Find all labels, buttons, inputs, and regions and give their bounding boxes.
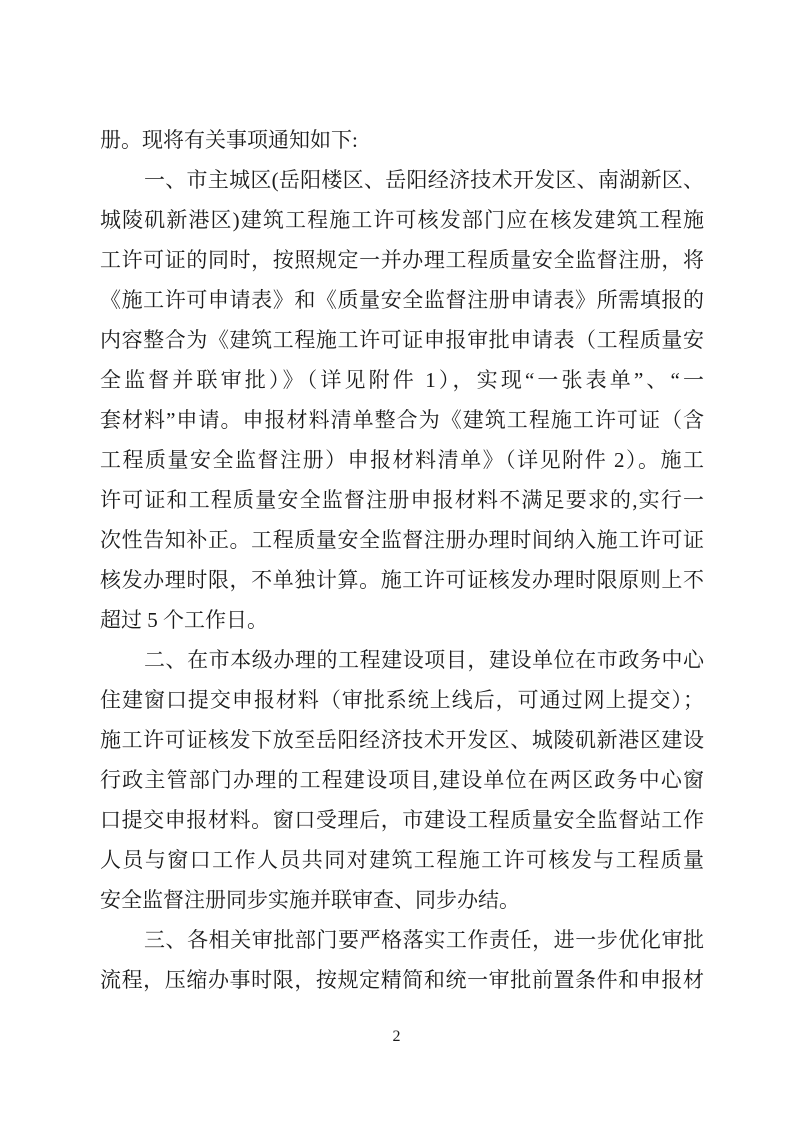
body-line: 二、在市本级办理的工程建设项目，建设单位在市政务中心: [144, 648, 704, 672]
body-line: 内容整合为《建筑工程施工许可证申报审批申请表（工程质量安: [100, 328, 704, 352]
body-line: 安全监督注册同步实施并联审查、同步办结。: [100, 888, 520, 912]
body-line: 册。现将有关事项通知如下:: [100, 128, 358, 152]
body-line: 口提交申报材料。窗口受理后，市建设工程质量安全监督站工作: [100, 808, 704, 832]
body-line: 人员与窗口工作人员共同对建筑工程施工许可核发与工程质量: [100, 848, 704, 872]
body-line: 全监督并联审批）》（详见附件 1），实现“一张表单”、“一: [100, 368, 704, 392]
body-line: 三、各相关审批部门要严格落实工作责任，进一步优化审批: [144, 928, 704, 952]
body-line: 流程，压缩办事时限，按规定精简和统一审批前置条件和申报材: [100, 968, 704, 992]
body-line: 次性告知补正。工程质量安全监督注册办理时间纳入施工许可证: [100, 528, 704, 552]
body-line: 《施工许可申请表》和《质量安全监督注册申请表》所需填报的: [100, 288, 704, 312]
body-line: 许可证和工程质量安全监督注册申报材料不满足要求的,实行一: [100, 488, 704, 512]
body-line: 工程质量安全监督注册）申报材料清单》（详见附件 2）。施工: [100, 448, 704, 472]
body-line: 城陵矶新港区)建筑工程施工许可核发部门应在核发建筑工程施: [100, 208, 704, 232]
page-number: 2: [392, 1028, 401, 1045]
body-line: 核发办理时限，不单独计算。施工许可证核发办理时限原则上不: [100, 568, 704, 592]
body-line: 超过 5 个工作日。: [100, 608, 268, 632]
body-line: 一、市主城区(岳阳楼区、岳阳经济技术开发区、南湖新区、: [144, 168, 704, 192]
body-line: 套材料”申请。申报材料清单整合为《建筑工程施工许可证（含: [100, 408, 704, 432]
body-line: 住建窗口提交申报材料（审批系统上线后，可通过网上提交）；: [100, 688, 704, 712]
body-line: 工许可证的同时，按照规定一并办理工程质量安全监督注册，将: [100, 248, 704, 272]
body-line: 施工许可证核发下放至岳阳经济技术开发区、城陵矶新港区建设: [100, 728, 704, 752]
body-line: 行政主管部门办理的工程建设项目,建设单位在两区政务中心窗: [100, 768, 704, 792]
document-body: [100, 120, 704, 1000]
